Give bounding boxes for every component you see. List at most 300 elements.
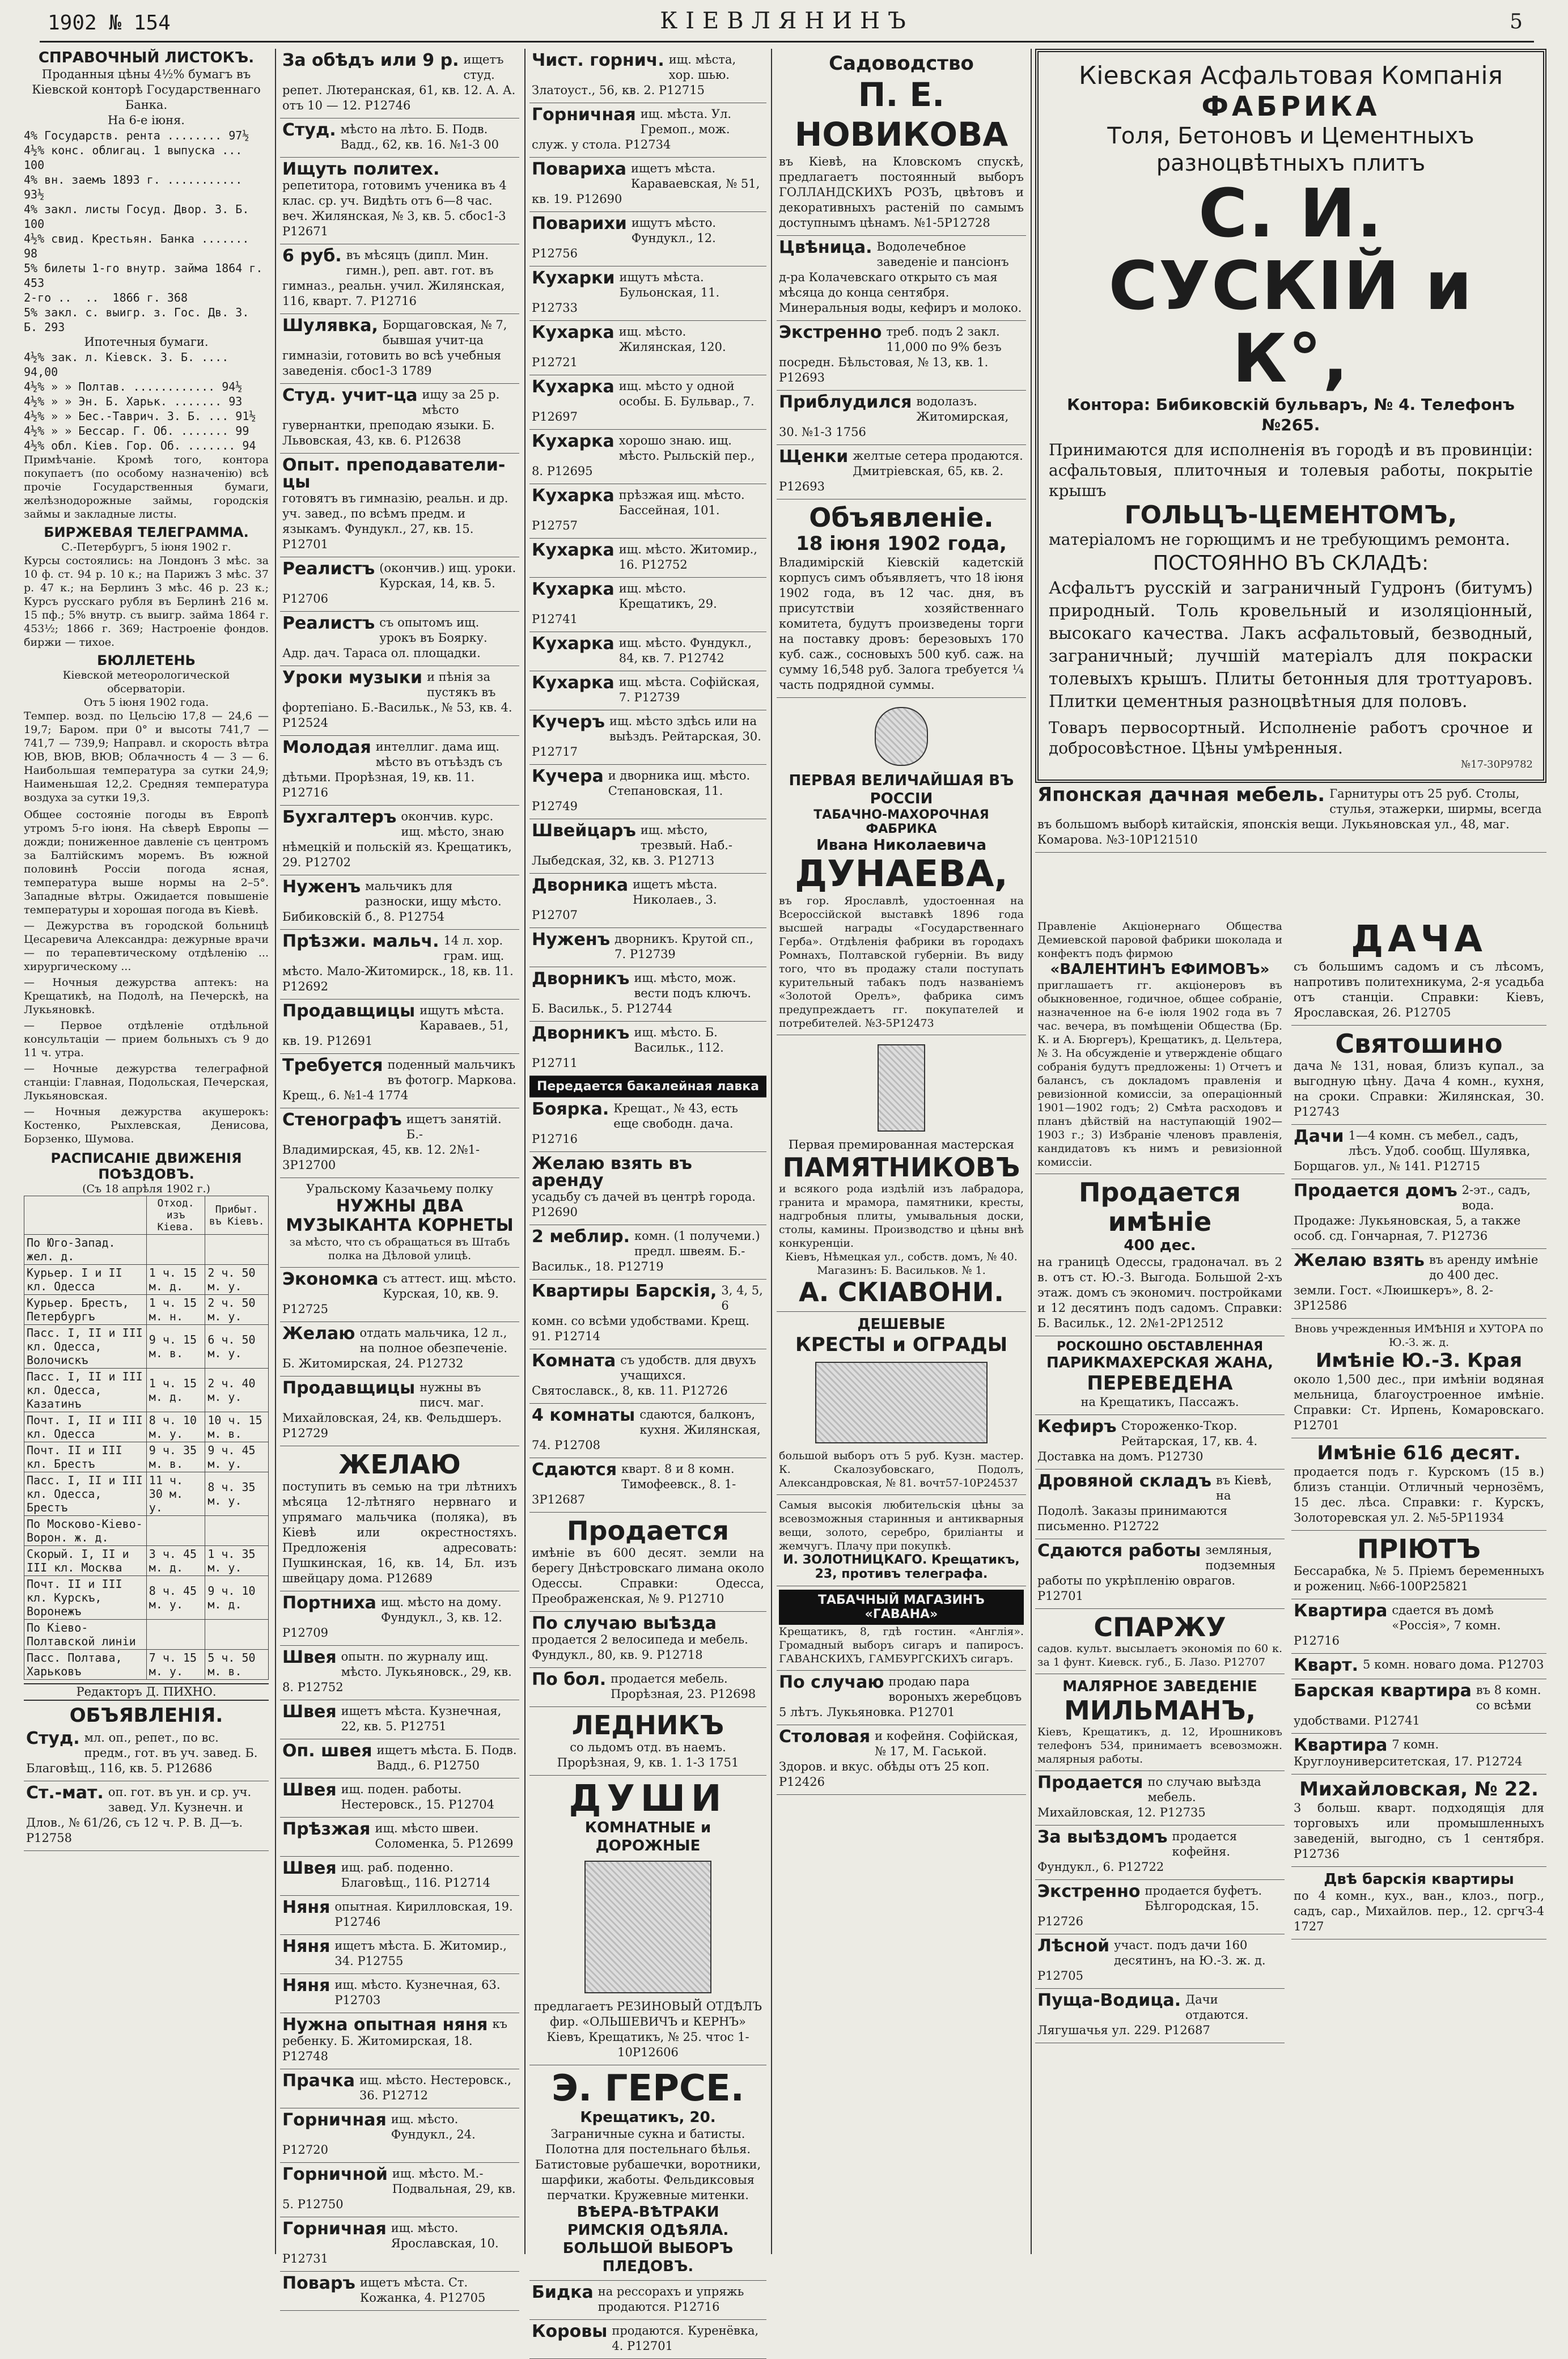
classified-ad xyxy=(529,710,766,765)
monuments-ad xyxy=(777,1035,1026,1312)
classified-ad xyxy=(280,1935,519,1974)
ad-text: въ мѣсяцъ (дипл. Мин. гимн.), реп. авт. гот. въ гимназ., реальн. учил. Жилянская, 116, кварт. 7. Р12716 xyxy=(282,248,505,308)
crosses-text: большой выборъ отъ 5 руб. Кузн. мастер. К. Скалозубовскаго, Подолъ, Александровская, № 81. вочт57-10Р24537 xyxy=(779,1450,1024,1489)
schedule-cell: 7 ч. 15 м. у. xyxy=(146,1650,205,1680)
shower-illustration xyxy=(584,1861,711,1993)
ad-text: въ Кіевѣ, на Подолѣ. Заказы принимаются письменно. Р12722 xyxy=(1037,1473,1272,1533)
classified-ad xyxy=(777,236,1026,321)
classified-ad xyxy=(280,118,519,158)
hair-moved: ПЕРЕВЕДЕНА xyxy=(1087,1372,1233,1395)
ad-lead-word: Кухарка xyxy=(532,431,615,451)
notice-head: Уральскому Казачьему полку xyxy=(306,1182,494,1196)
ad-text: ищ. мѣсто, мож. вести подъ ключъ. Б. Васильк., 5. Р12744 xyxy=(532,971,752,1015)
ad-lead-word: Швея xyxy=(282,1780,337,1800)
ad-lead-word: Желаю взять xyxy=(1294,1251,1425,1270)
schedule-cell: По Юго-Запад. жел. д. xyxy=(24,1235,147,1265)
ad-text: ищ. мѣсто. Житомир., 16. Р12752 xyxy=(618,543,757,571)
notice-item: — Ночные дежурства телеграфной станціи: Главная, Подольская, Печерская, Лукьяновская. xyxy=(24,1062,269,1102)
schedule-cell xyxy=(146,1235,205,1265)
schedule-sub: (Съ 18 апрѣля 1902 г.) xyxy=(82,1183,210,1195)
classified-ad xyxy=(280,1700,519,1739)
schedule-cell: 9 ч. 45 м. у. xyxy=(205,1442,269,1472)
classified-ad xyxy=(280,736,519,806)
dunaev-ad xyxy=(777,698,1026,1035)
classified-ad xyxy=(777,445,1026,499)
schedule-cell: 3 ч. 45 м. д. xyxy=(146,1546,205,1576)
ad-lead-word: 2 меблир. xyxy=(532,1227,630,1247)
estate616-ad xyxy=(1291,1438,1546,1531)
ad-lead-word: Оп. швея xyxy=(282,1741,372,1761)
classified-ad xyxy=(529,1612,766,1668)
ad-lead-word: Дворникъ xyxy=(532,1023,630,1043)
telegram-head: БИРЖЕВАЯ ТЕЛЕГРАММА. xyxy=(44,524,249,540)
schedule-cell: 8 ч. 45 м. у. xyxy=(146,1576,205,1620)
ad-lead-word: Швея xyxy=(282,1702,337,1722)
schedule-cell: 1 ч. 15 м. д. xyxy=(146,1265,205,1295)
ad-text: мл. оп., репет., по вс. предм., гот. въ уч. завед. Б. Благовѣщ., 116, кв. 5. Р12686 xyxy=(26,1731,258,1775)
ad-lead-word: Няня xyxy=(282,1898,330,1917)
asphalt-text-3: Асфальтъ русскій и заграничный Гудронъ (битумъ) природный. Толь кровельный и изоляціонный, высокаго качества. Лакъ асфальтовый, безводный, заграничный; лучшій матеріалъ для покраски толевыхъ крышъ. Плиты бетонныя для троттуаровъ. Плитки цементныя разноцвѣтныя для половъ. xyxy=(1049,578,1533,711)
asphalt-office: Контора: Бибиковскій бульваръ, № 4. Телефонъ №265. xyxy=(1067,395,1515,434)
announcement-head: Объявленіе. xyxy=(809,502,994,533)
classified-ad xyxy=(1035,1771,1285,1826)
ad-text: Водолечебное заведеніе и пансіонъ д-ра Колачевскаго открыто съ мая мѣсяца до конца сентября. Минеральныя воды, кефиръ и молоко. xyxy=(779,240,1022,315)
weather-head: БЮЛЛЕТЕНЬ xyxy=(97,653,196,668)
schedule-row xyxy=(24,1620,269,1650)
classified-ad xyxy=(280,49,519,118)
ad-text: ищ. мѣсто у одной особы. Б. Бульвар., 7. Р12697 xyxy=(532,379,755,423)
fence-illustration xyxy=(815,1362,988,1443)
schedule-row xyxy=(24,1235,269,1265)
ad-text: на рессорахъ и упряжь продаются. Р12716 xyxy=(597,2285,744,2314)
bank-head: Ипотечныя бумаги. xyxy=(84,335,209,349)
estate-head: Продается имѣніе xyxy=(1079,1177,1241,1237)
classified-ad xyxy=(280,1108,519,1178)
ad-lead-word: Кухарка xyxy=(532,323,615,342)
column-rule xyxy=(1031,49,1032,2254)
ad-text: ищ. мѣсто, трезвый. Наб.-Лыбедская, 32, кв. 3. Р12713 xyxy=(532,823,732,867)
classified-ad xyxy=(1291,1179,1546,1249)
ad-text: ищетъ мѣста. Кузнечная, 22, кв. 5. Р12751 xyxy=(341,1704,502,1733)
announcement-date: 18 іюня 1902 года, xyxy=(796,532,1007,555)
ad-text: желтые сетера продаются. Дмитріевская, 65, кв. 2. Р12693 xyxy=(779,449,1023,493)
asphalt-head: Кіевская Асфальтовая Компанія xyxy=(1078,61,1503,90)
schedule-row xyxy=(24,1325,269,1369)
ad-text: ищ. мѣсто. Крещатикъ, 29. Р12741 xyxy=(532,582,717,626)
ad-text: ищ. мѣсто. Б. Васильк., 112. Р12711 xyxy=(532,1026,724,1070)
painters-text: Кіевъ, Крещатикъ, д. 12, Ирошниковъ телефонъ 534, принимаетъ всевозможн. малярныя работы. xyxy=(1037,1726,1282,1765)
ad-text: продается 2 велосипеда и мебель. Фундукл., 80, кв. 9. Р12718 xyxy=(532,1633,748,1662)
schedule-column-header: Отход. изъ Кіева. xyxy=(146,1196,205,1235)
icebox-head: ЛЕДНИКЪ xyxy=(571,1710,724,1740)
train-schedule xyxy=(24,1196,269,1680)
ads-list xyxy=(529,2281,766,2359)
ad-lead-word: Столовая xyxy=(779,1727,871,1747)
schedule-row xyxy=(24,1295,269,1325)
classified-ad xyxy=(777,391,1026,445)
ad-text: готовятъ въ гимназію, реальн. и др. уч. завед., по всѣмъ предм. и языкамъ. Фундукл., 27, кв. 15. Р12701 xyxy=(282,492,508,551)
ads-list xyxy=(777,236,1026,499)
ads-list xyxy=(1035,1415,1285,1609)
ad-text: сдаются, балконъ, кухня. Жилянская, 74. Р12708 xyxy=(532,1408,761,1452)
classified-ad xyxy=(280,1739,519,1778)
ad-lead-word: Стенографъ xyxy=(282,1110,402,1130)
ad-text: продаю пара вороныхъ жеребцовъ 5 лѣтъ. Лукьяновка. Р12701 xyxy=(779,1675,1022,1719)
classified-ad xyxy=(1035,1880,1285,1934)
classified-ad xyxy=(280,1377,519,1446)
weather-long-text: Общее состояніе погоды въ Европѣ утромъ 5-го іюня. На сѣверѣ Европы — дожди; пониженное давленіе съ центромъ за Балтійскимъ моремъ. Въ южной половинѣ Россіи погода ясная, температура выше нормы на 2–5°. Западные вѣтры. Ожидается повышеніе температуры и хорошая погода въ Кіевѣ. xyxy=(24,808,269,916)
ad-lead-word: Няня xyxy=(282,1937,330,1956)
asphalt-line: Толя, Бетоновъ и Цементныхъ разноцвѣтныхъ плитъ xyxy=(1107,123,1474,176)
dunaev-text: въ гор. Ярославлѣ, удостоенная на Всероссійской выставкѣ 1896 года высшей награды «Государственнаго Герба». Отдѣленія фабрики въ городахъ Ромнахъ, Полтавской губерніи. Въ виду того, что въ продажу стали поступать курительный табакъ подъ названіемъ «Золотой Орелъ», фабрика симъ предупреждаетъ гг. покупателей и потребителей. №3-5Р12473 xyxy=(779,895,1024,1030)
schedule-cell: 11 ч. 30 м. у. xyxy=(146,1472,205,1516)
classified-ad xyxy=(280,806,519,875)
ad-lead-word: Требуется xyxy=(282,1056,383,1075)
estate-ad xyxy=(1035,1174,1285,1336)
ad-lead-word: Кучеръ xyxy=(532,712,605,732)
ads-list xyxy=(24,1727,269,1851)
ad-text: интеллиг. дама ищ. мѣсто въ отъѣздъ съ дѣтьми. Прорѣзная, 19, кв. 11. Р12716 xyxy=(282,740,503,799)
ad-lead-word: Барская квартира xyxy=(1294,1681,1472,1701)
schedule-cell: 1 ч. 35 м. у. xyxy=(205,1546,269,1576)
classified-ad xyxy=(529,1458,766,1513)
ad-text: 3, 4, 5, 6 комн. со всѣми удобствами. Крещ. 91. Р12714 xyxy=(532,1284,763,1343)
classified-ad xyxy=(1291,1249,1546,1319)
state-rates: 4% Государств. рента ........ 97½ 4½% конс. облигац. 1 выпуска ... 100 4% вн. заемъ 1893 г. ........... 93½ 4% закл. листы Госуд. Двор. З. Б. 100 4½% свид. Крестьян. Банка ....... 98 5% билеты 1-го внутр. займа 1864 г. 453 2-го .. .. 1866 г. 368 5% закл. с. выигр. з. Гос. Дв. З. Б. 293 xyxy=(24,129,263,334)
shelter-head: ПРІЮТЪ xyxy=(1357,1534,1481,1564)
schedule-cell xyxy=(146,1516,205,1546)
ad-lead-word: Нужна опытная няня xyxy=(282,2015,488,2035)
shop-head: Передается бакалейная лавка xyxy=(529,1076,766,1098)
ads-list xyxy=(1291,1125,1546,1319)
gerse-address: Крещатикъ, 20. xyxy=(580,2109,716,2126)
classified-ad xyxy=(280,666,519,736)
monuments-name: ПАМЯТНИКОВЪ xyxy=(782,1152,1020,1183)
ads-list xyxy=(529,1098,766,1513)
ad-text: ищетъ мѣста. Караваевская, № 51, кв. 19. Р12690 xyxy=(532,162,760,206)
ad-text: ищ. мѣста, хор. шью. Златоуст., 56, кв. 2. Р12715 xyxy=(532,53,736,97)
ad-lead-word: Экстренно xyxy=(779,323,882,342)
column-rule xyxy=(524,49,526,2254)
crosses-ad xyxy=(777,1312,1026,1495)
ad-lead-word: Кучера xyxy=(532,766,604,786)
column-large-ads xyxy=(1035,49,1546,2256)
ad-lead-word: Бухгалтеръ xyxy=(282,807,397,827)
estates-intro: Вновь учрежденныя ИМѢНІЯ и ХУТОРА по Ю.-З. ж. д. xyxy=(1294,1323,1544,1349)
dacha-ad xyxy=(1291,916,1546,1026)
ad-lead-word: За выѣздомъ xyxy=(1037,1827,1168,1847)
column-rule xyxy=(771,49,772,2254)
classified-ad xyxy=(280,2217,519,2272)
ad-text: репетитора, готовимъ ученика въ 4 клас. ср. уч. Видѣть отъ 6—8 час. веч. Жилянская, № 3, кв. 5. сбос1-3 Р12671 xyxy=(282,179,507,238)
ads-list xyxy=(280,1591,519,2311)
ad-lead-word: Щенки xyxy=(779,447,849,467)
schedule-cell: Почт. II и III кл. Брестъ xyxy=(24,1442,147,1472)
ad-text: прѣзжая ищ. мѣсто. Бассейная, 101. Р12757 xyxy=(532,488,745,532)
asphalt-text-2: матеріаломъ не горющимъ и не требующимъ ремонта. xyxy=(1049,530,1510,549)
classified-ad xyxy=(1035,1989,1285,2043)
ad-text: и кофейня. Софійская, № 17, М. Гаськой. Здоров. и вкус. обѣды отъ 25 коп. Р12426 xyxy=(779,1729,1019,1789)
gerse-plaids: БОЛЬШОЙ ВЫБОРЪ ПЛЕДОВЪ. xyxy=(562,2240,734,2275)
ad-lead-word: Кухарка xyxy=(532,579,615,599)
notice-item: — Ночныя дежурства акушерокъ: Костенко, Рыхлевская, Денисова, Борзенко, Шумова. xyxy=(24,1106,269,1145)
hair-head: РОСКОШНО ОБСТАВЛЕННАЯ xyxy=(1056,1340,1264,1354)
schedule-cell: Почт. I, II и III кл. Одесса xyxy=(24,1412,147,1442)
ad-text: кварт. 8 и 8 комн. Тимофеевск., 8. 1-3Р12687 xyxy=(532,1462,736,1506)
schedule-row xyxy=(24,1472,269,1516)
classified-ad xyxy=(280,2272,519,2311)
classified-ad xyxy=(777,1725,1026,1795)
ad-lead-word: Горничная xyxy=(282,2219,387,2239)
havana-text: Крещатикъ, 8, гдѣ гостин. «Англія». Громадный выборъ сигаръ и папиросъ. ГАВАНСКИХЪ, ГАМБУРГСКИХЪ сигаръ. xyxy=(779,1625,1024,1665)
classified-ad xyxy=(1035,1826,1285,1880)
schedule-cell xyxy=(146,1620,205,1650)
ad-lead-word: Боярка. xyxy=(532,1099,609,1119)
column-reference xyxy=(24,49,269,2256)
classified-ad xyxy=(529,539,766,578)
dunaev-head: ПЕРВАЯ ВЕЛИЧАЙШАЯ ВЪ РОССІИ xyxy=(789,772,1014,807)
sale-head: Продается xyxy=(567,1515,729,1546)
classified-ad xyxy=(280,930,519,999)
asphalt-code: №17-30Р9782 xyxy=(1461,759,1533,770)
announcement-text: Владимірскій Кіевскій кадетскій корпусъ симъ объявляетъ, что 18 іюня 1902 года, въ 12 час. дня, въ присутствіи хозяйственнаго комитета, будутъ произведены торги на поставку дровъ: березовыхъ 170 куб. саж., сосновыхъ 500 куб. саж. на сумму 16,548 руб. Залога требуется ¼ часть подрядной суммы. xyxy=(779,556,1024,692)
ad-text: ищутъ мѣсто. Фундукл., 12. Р12756 xyxy=(532,216,717,260)
ad-lead-word: Продавщицы xyxy=(282,1378,416,1398)
reference-title: СПРАВОЧНЫЙ ЛИСТОКЪ. xyxy=(38,49,255,66)
estates-head: Имѣніе Ю.-З. Края xyxy=(1315,1349,1523,1372)
classified-ad xyxy=(529,430,766,484)
ad-text: ищетъ мѣста. Николаев., 3. Р12707 xyxy=(532,878,718,922)
ad-text: Борщаговская, № 7, бывшая учит-ца гимназіи, готовить во всѣ учебныя заведенія. сбос1-3 1789 xyxy=(282,318,507,378)
ad-text: ищ. мѣсто. Жилянская, 120. Р12721 xyxy=(532,325,726,369)
schedule-cell: Курьер. I и II кл. Одесса xyxy=(24,1265,147,1295)
classified-ad xyxy=(24,1727,269,1781)
ad-lead-word: Нуженъ xyxy=(532,930,611,950)
ad-lead-word: Швея xyxy=(282,1858,337,1878)
ad-lead-word: Ст.-мат. xyxy=(26,1783,104,1803)
showers-sub: КОМНАТНЫЕ и ДОРОЖНЫЕ xyxy=(584,1819,711,1854)
monuments-text: и всякого рода издѣлій изъ лабрадора, гранита и мрамора, памятники, кресты, надгробныя плиты, умывальныя доски, столы, камины. Производство и цѣны внѣ конкуренціи. xyxy=(779,1183,1024,1250)
sale-text: имѣніе въ 600 десят. земли на берегу Днѣстровскаго лимана около Одессы. Справки: Одесса, Преображенская, № 9. Р12710 xyxy=(532,1546,764,1606)
efimov-intro: Правленіе Акціонернаго Общества Демиевской паровой фабрики шоколада и конфектъ подъ фирмою xyxy=(1037,920,1282,960)
classified-ad xyxy=(280,875,519,930)
novikov-title: Садоводство xyxy=(829,52,974,75)
asphalt-text-1: Принимаются для исполненія въ городѣ и въ провинціи: асфальтовыя, плиточныя и толевыя работы, покрытіе крышъ xyxy=(1049,441,1533,500)
hair-address: на Крещатикъ, Пассажъ. xyxy=(1080,1395,1239,1409)
ad-lead-word: Кварт. xyxy=(1294,1655,1359,1675)
hair-name: ПАРИКМАХЕРСКАЯ ЖАНА, xyxy=(1046,1354,1274,1371)
asparagus-head: СПАРЖУ xyxy=(1094,1612,1226,1642)
classified-ad xyxy=(280,999,519,1054)
ad-lead-word: Няня xyxy=(282,1976,330,1996)
ad-lead-word: Опыт. преподаватели-цы xyxy=(282,455,506,492)
ad-text: ищетъ мѣста. Б. Подв. Вадд., 6. Р12750 xyxy=(376,1743,517,1772)
ad-lead-word: Лѣсной xyxy=(1037,1936,1110,1956)
dunaev-name1: Ивана Николаевича xyxy=(816,837,987,854)
classified-ad xyxy=(529,1152,766,1225)
ad-lead-word: Швейцаръ xyxy=(532,821,636,841)
ads-list xyxy=(777,1671,1026,1795)
classified-ad xyxy=(529,928,766,967)
ad-text: водолазъ. Житомирская, 30. №1-3 1756 xyxy=(779,395,1009,439)
ad-lead-word: Продается xyxy=(1037,1773,1143,1793)
ad-text: Дачи отдаются. Лягушачья ул. 229. Р12687 xyxy=(1037,1993,1249,2037)
ad-text: ищутъ мѣста. Караваев., 51, кв. 19. Р12691 xyxy=(282,1003,508,1048)
ad-text: продается кофейня. Фундукл., 6. Р12722 xyxy=(1037,1829,1238,1874)
novikov-name: П. Е. НОВИКОВА xyxy=(794,75,1008,154)
classified-ad xyxy=(280,1857,519,1896)
ad-text: продается мебель. Прорѣзная, 23. Р12698 xyxy=(611,1672,756,1701)
ad-text: ищ. мѣсто. Кузнечная, 63. Р12703 xyxy=(334,1978,501,2007)
classified-ad xyxy=(280,314,519,384)
ad-lead-word: Дачи xyxy=(1294,1126,1344,1146)
japanese-head: Японская дачная мебель. xyxy=(1037,783,1325,806)
ad-text: съ удобств. для двухъ учащихся. Святославск., 8, кв. 11. Р12726 xyxy=(532,1353,756,1397)
masthead xyxy=(40,5,1534,43)
schedule-cell: Почт. II и III кл. Курскъ, Воронежъ xyxy=(24,1576,147,1620)
classified-ad xyxy=(280,1974,519,2013)
schedule-row xyxy=(24,1650,269,1680)
ad-text: по случаю выѣзда мебель. Михайловская, 12. Р12735 xyxy=(1037,1775,1261,1819)
ad-lead-word: Желаю взять въ аренду xyxy=(532,1154,692,1191)
schedule-row xyxy=(24,1442,269,1472)
classified-ad xyxy=(529,158,766,212)
barskie-ad xyxy=(1291,1867,1546,1939)
ad-text: и дворника ищ. мѣсто. Степановская, 11. Р12749 xyxy=(532,769,751,813)
ad-text: Крещат., № 43, есть еще свободн. дача. Р12716 xyxy=(532,1102,738,1146)
ad-lead-word: Бидка xyxy=(532,2282,594,2302)
ad-text: ищ. мѣста. Софійская, 7. Р12739 xyxy=(618,675,760,704)
ad-text: ищ. поден. работы. Нестеровск., 15. Р12704 xyxy=(341,1782,495,1811)
classified-ad xyxy=(280,612,519,666)
classified-ad xyxy=(529,1404,766,1458)
ad-lead-word: Кухарка xyxy=(532,673,615,693)
ad-text: ищ. мѣсто. Фундукл., 24. Р12720 xyxy=(282,2112,476,2157)
ad-lead-word: Прачка xyxy=(282,2071,355,2091)
classified-ad xyxy=(280,1591,519,1646)
ad-text: ищ. мѣсто. Фундукл., 84, кв. 7. Р12742 xyxy=(618,636,752,665)
classified-ad xyxy=(280,1896,519,1935)
asphalt-factory: ФАБРИКА xyxy=(1201,91,1380,122)
classified-ad xyxy=(280,454,519,557)
classified-ad xyxy=(529,1022,766,1076)
shelter-text: Бессарабка, № 5. Пріемъ беременныхъ и рожениц. №66-100Р25821 xyxy=(1294,1564,1544,1593)
ad-text: 5 комн. новаго дома. Р12703 xyxy=(1363,1658,1544,1671)
icebox-sub: со льдомъ отд. въ наемъ. Прорѣзная, 9, кв. 1. 1-3 1751 xyxy=(557,1740,739,1769)
ad-text: ищетъ мѣста. Ст. Кожанка, 4. Р12705 xyxy=(359,2276,486,2305)
asparagus-ad xyxy=(1035,1609,1285,1674)
ad-lead-word: Студ. xyxy=(26,1729,80,1748)
ad-text: ищ. мѣсто швеи. Соломенка, 5. Р12699 xyxy=(375,1822,514,1850)
ad-text: земляныя, подземныя работы по укрѣпленію оврагов. Р12701 xyxy=(1037,1543,1276,1603)
ad-text: ищ. раб. поденно. Благовѣщ., 116. Р12714 xyxy=(341,1861,490,1890)
classified-ad xyxy=(529,874,766,928)
classified-ad xyxy=(529,632,766,671)
gerse-roman: РИМСКІЯ ОДѢЯЛА. xyxy=(567,2222,729,2239)
ad-lead-word: Горничная xyxy=(282,2110,387,2130)
editor-line: Редакторъ Д. ПИХНО. xyxy=(24,1683,269,1701)
classified-ad xyxy=(280,384,519,454)
classified-ad xyxy=(280,1322,519,1377)
asphalt-stock: ПОСТОЯННО ВЪ СКЛАДѢ: xyxy=(1152,552,1429,575)
classified-ad xyxy=(529,671,766,710)
weather-sub: Кіевской метеорологической обсерваторіи. xyxy=(62,669,230,695)
ad-text: 2-эт., садъ, вода. Продаже: Лукьяновская, 5, а также особ. сд. Гончарная, 7. Р12736 xyxy=(1294,1183,1531,1243)
classified-ad xyxy=(280,2108,519,2163)
antique-text: Самыя высокія любительскія цѣны за всевозможныя старинныя и антикварныя вещи, золото, серебро, бриліанты и жемчугъ. Плачу при покупкѣ. xyxy=(779,1499,1024,1552)
classified-ad xyxy=(529,765,766,819)
ad-lead-word: Швея xyxy=(282,1648,337,1667)
notice-item: — Ночныя дежурства аптекъ: на Крещатикѣ, на Подолѣ, на Печерскѣ, на Лукьяновкѣ. xyxy=(24,976,269,1016)
ad-text: продаются. Куренёвка, 4. Р12701 xyxy=(612,2324,759,2353)
ad-lead-word: Квартиры Барскія, xyxy=(532,1281,717,1301)
ad-text: продается буфетъ. Бѣлгородская, 15. Р12726 xyxy=(1037,1884,1262,1928)
barskie-head: Двѣ барскія квартиры xyxy=(1324,1871,1514,1888)
gerse-text: Заграничные сукна и батисты. Полотна для постельнаго бѣлья. Батистовые рубашечки, воротники, шарфики, жаботы. Фельдиксовыя перчатки. Кружевные митенки. xyxy=(535,2127,761,2202)
classified-ad xyxy=(529,1280,766,1349)
japanese-text: Гарнитуры отъ 25 руб. Столы, стулья, этажерки, ширмы, всегда въ большомъ выборѣ китайскія, японскія вещи. Лукьяновская ул., 48, маг. Комарова. №3-10Р121510 xyxy=(1037,787,1542,846)
page-number: 5 xyxy=(1510,10,1523,33)
telegram-text: Курсы состоялись: на Лондонъ 3 мѣс. за 10 ф. ст. 94 р. 10 к.; на Парижъ 3 мѣс. 37 р. 47 к.; на Берлинъ 3 мѣс. 46 р. 23 к.; Курсъ русскаго рубля въ Берлинѣ 216 м. 15 пф.; 5% внутр. съ выигр. займа 1864 г. 453½; 1866 г. 369; Настроеніе фондов. биржи — тихое. xyxy=(24,554,269,649)
ad-lead-word: Кефиръ xyxy=(1037,1417,1117,1437)
ad-lead-word: 4 комнаты xyxy=(532,1405,635,1425)
gerse-ad xyxy=(529,2065,766,2281)
schedule-row xyxy=(24,1412,269,1442)
classified-ad xyxy=(1291,1679,1546,1734)
newspaper-title: КІЕВЛЯНИНЪ xyxy=(660,8,914,34)
classified-ad xyxy=(1035,1934,1285,1989)
classified-ad xyxy=(529,484,766,539)
ad-lead-word: Экономка xyxy=(282,1269,379,1289)
svyatoshino-head: Святошино xyxy=(1335,1028,1503,1059)
ad-text: въ 8 комн. со всѣми удобствами. Р12741 xyxy=(1294,1683,1541,1727)
bank-rates: 4½% зак. л. Кіевск. З. Б. .... 94,00 4½% » » Полтав. ............ 94½ 4½% » » Эн. Б. Харьк. ....... 93 4½% » » Бес.-Таврич. З. Б. ... 91½ 4½% » » Бессар. Г. Об. ....... 99 4½% обл. Кіев. Гор. Об. ....... 94 xyxy=(24,350,256,452)
ads-list xyxy=(1035,1771,1285,2043)
showers-head: ДУШИ xyxy=(569,1778,727,1820)
ad-text: ищетъ занятій. Б.-Владимирская, 45, кв. 12. 2№1-3Р12700 xyxy=(282,1112,502,1172)
ad-lead-word: Поварихи xyxy=(532,214,627,234)
classified-ad xyxy=(777,1671,1026,1725)
ad-text: къ ребенку. Б. Житомирская, 18. Р12748 xyxy=(282,2017,507,2063)
ad-lead-word: Кухарки xyxy=(532,268,615,288)
notice-title: НУЖНЫ ДВА МУЗЫКАНТА КОРНЕТЫ xyxy=(286,1196,514,1235)
ad-text: ищетъ мѣста. Б. Житомир., 34. Р12755 xyxy=(334,1939,507,1968)
ad-lead-word: Горничная xyxy=(532,105,636,125)
schedule-row xyxy=(24,1576,269,1620)
dunaev-name2: ДУНАЕВА, xyxy=(795,853,1008,895)
column-classifieds-a xyxy=(280,49,519,2305)
ad-lead-word: Реалистъ xyxy=(282,613,375,633)
mikhailovskaya-text: 3 больш. кварт. подходящія для торговыхъ или промышленныхъ заведеній, выгодно, съ 1 сентября. Р12736 xyxy=(1294,1801,1544,1861)
col5-right-subcolumn xyxy=(1291,916,1546,1939)
dacha-head: ДАЧА xyxy=(1351,918,1487,960)
schedule-cell: 2 ч. 50 м. у. xyxy=(205,1265,269,1295)
ad-text: и пѣнія за пустякъ въ фортепіано. Б.-Васильк., № 53, кв. 4. Р12524 xyxy=(282,670,512,730)
classified-ad xyxy=(529,103,766,158)
classified-ad xyxy=(529,2320,766,2359)
classified-ad xyxy=(280,1778,519,1818)
dunaev-sub: ТАБАЧНО-МАХОРОЧНАЯ ФАБРИКА xyxy=(813,808,989,836)
ad-text: участ. подъ дачи 160 десятинъ, на Ю.-З. ж. д. Р12705 xyxy=(1037,1938,1266,1983)
classified-ad xyxy=(280,2163,519,2217)
icebox-ad xyxy=(529,1707,766,1776)
ad-lead-word: Шулявка, xyxy=(282,316,378,336)
schedule-cell: 9 ч. 10 м. д. xyxy=(205,1576,269,1620)
classified-ad xyxy=(280,2013,519,2069)
ad-text: опытн. по журналу ищ. мѣсто. Лукьяновск., 29, кв. 8. Р12752 xyxy=(282,1650,512,1694)
estate616-text: продается подъ г. Курскомъ (15 в.) близъ станціи. Отличный чернозёмъ, 15 дес. лѣса. Справки: г. Курскъ, Золоторевская ул. 2. №5-5Р11934 xyxy=(1294,1465,1544,1524)
estate-text: на границѣ Одессы, градоначал. въ 2 в. отъ ст. Ю.-З. Выгода. Большой 2-хъ этаж. домъ съ экономич. постройками и 12 десятинъ подъ садомъ. Справки: Б. Васильк., 12. 2№1-2Р12512 xyxy=(1037,1255,1282,1330)
